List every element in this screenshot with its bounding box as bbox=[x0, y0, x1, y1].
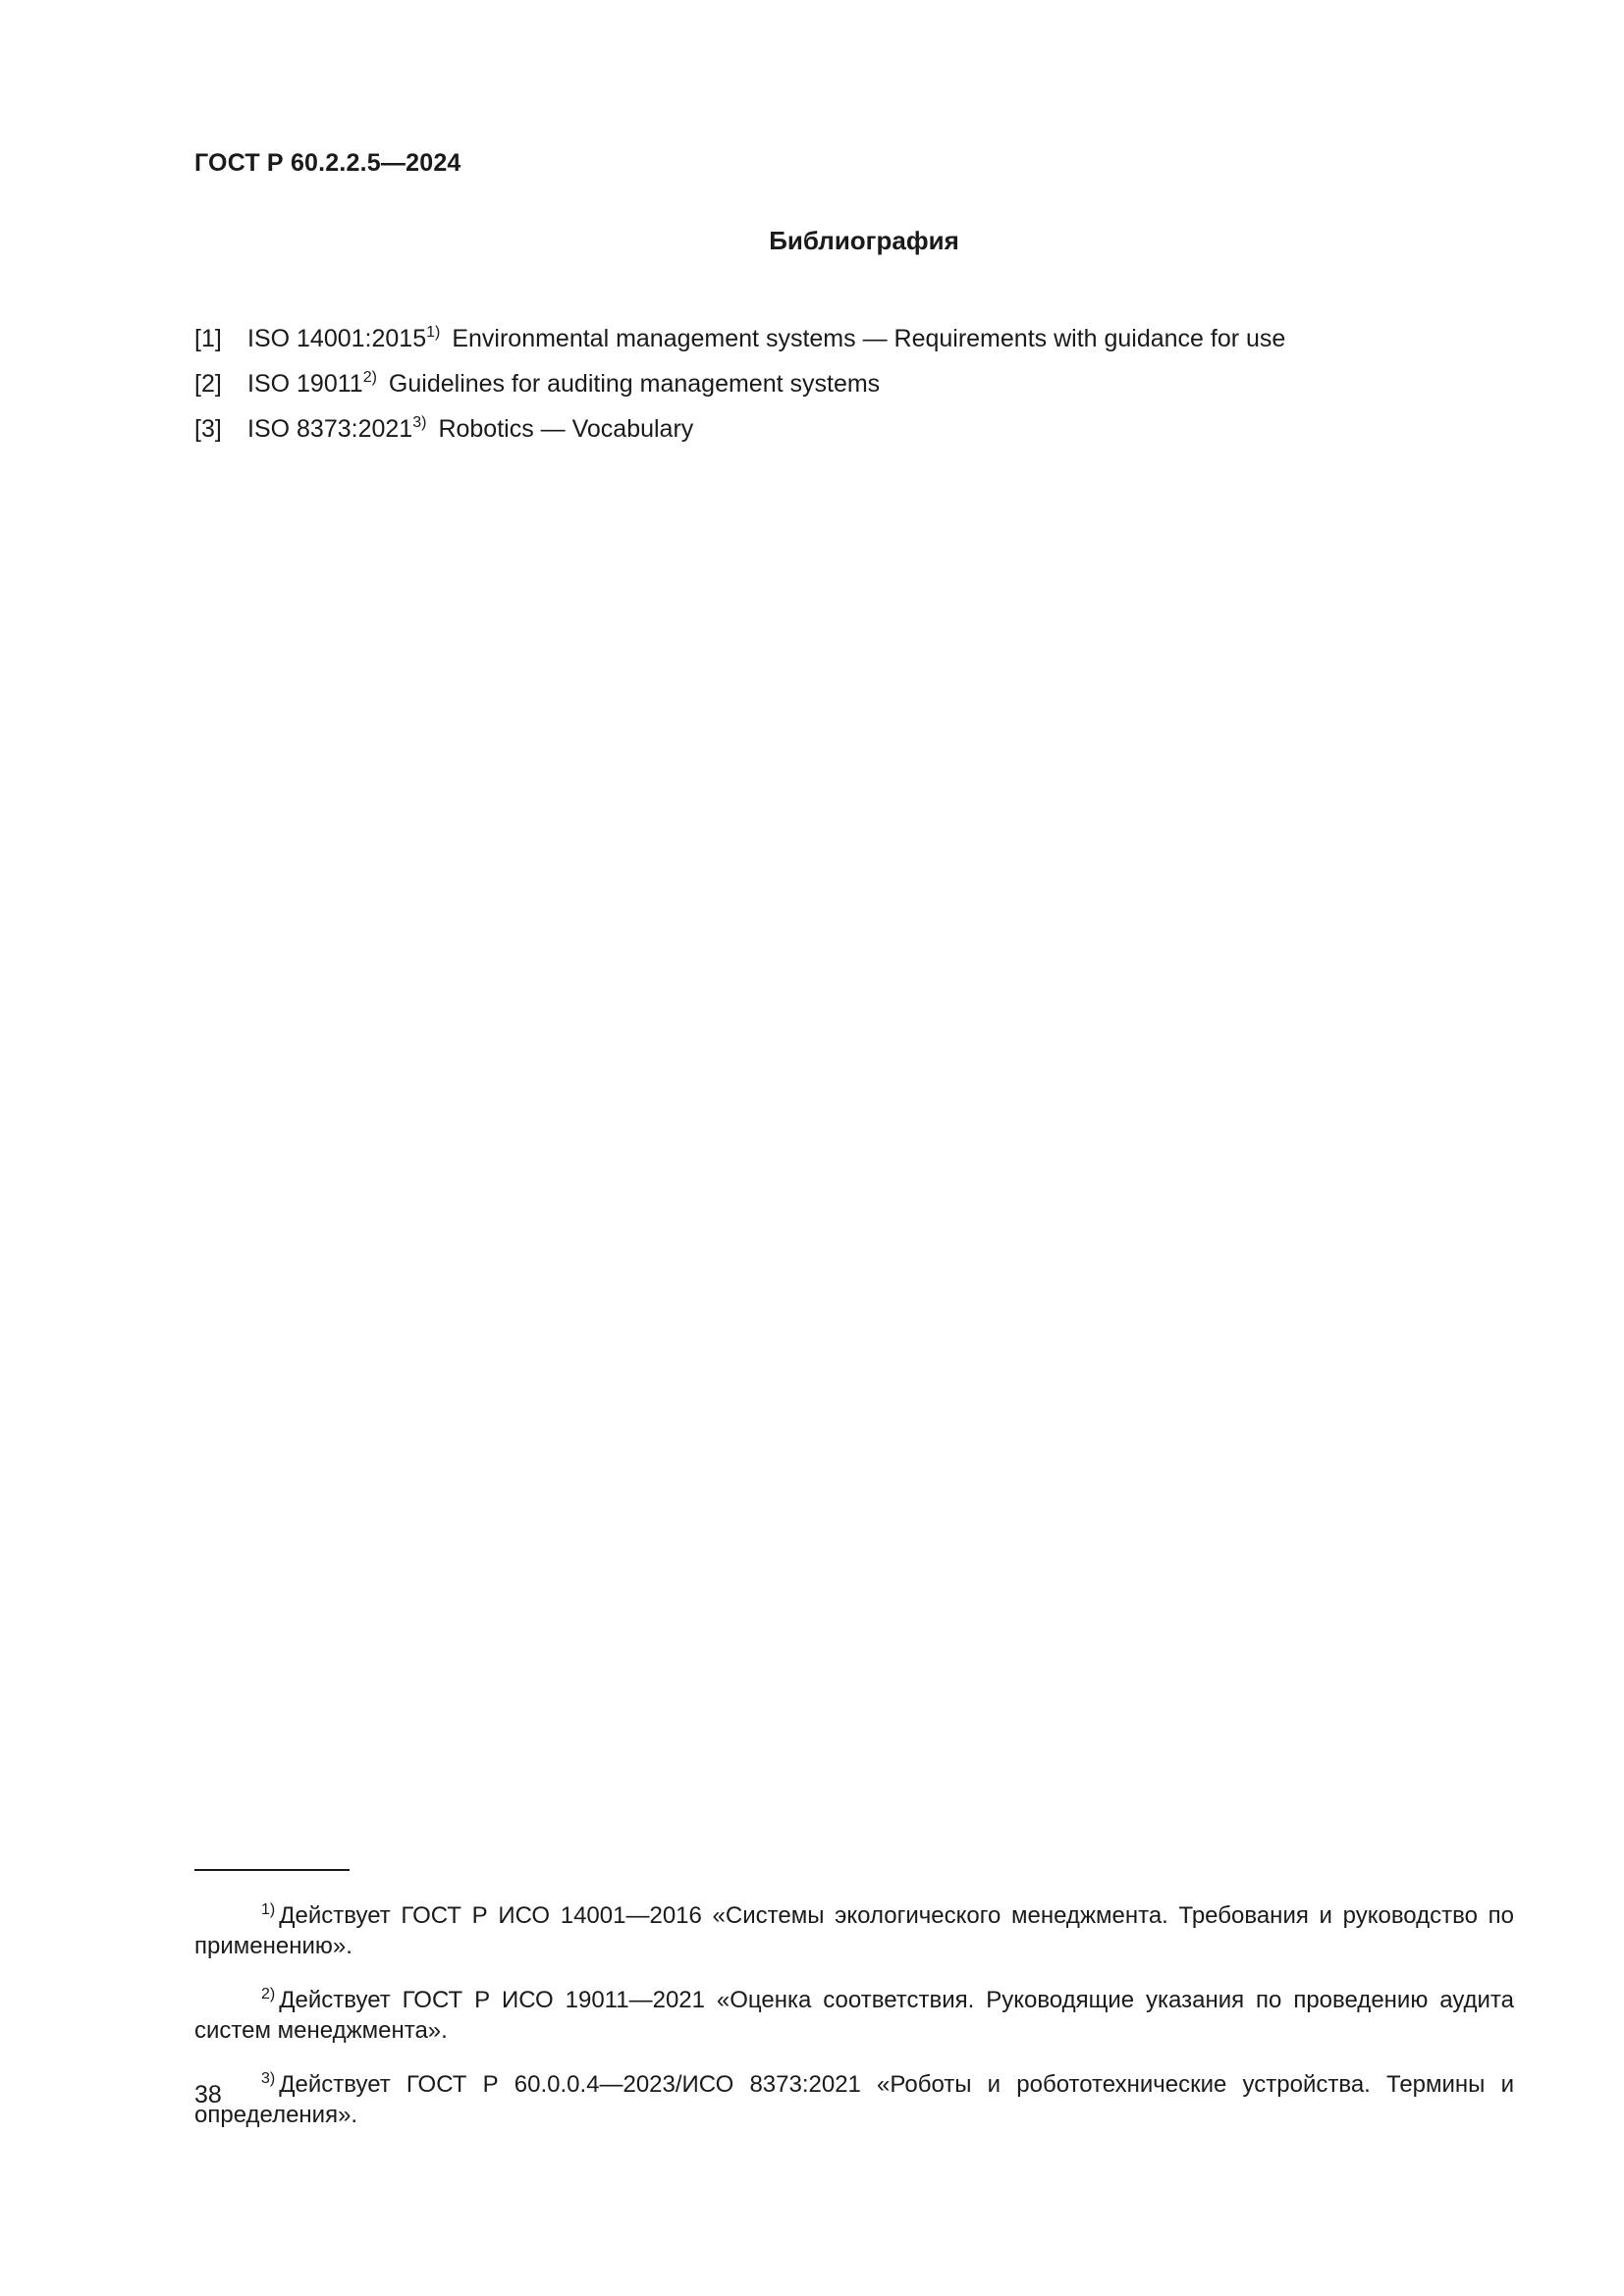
section-title-text: Библиография bbox=[769, 226, 959, 255]
footnote-marker: 2) bbox=[362, 369, 377, 386]
bibliography-number: [2] bbox=[194, 370, 222, 398]
footnote-marker: 1) bbox=[426, 324, 441, 341]
footnote-text: Действует ГОСТ Р 60.0.0.4—2023/ИСО 8373:2021 «Роботы и робототехнические устройства. Термины и определения». bbox=[194, 2071, 1514, 2128]
section-title bbox=[0, 226, 1624, 256]
footnote bbox=[194, 2069, 1514, 2130]
bibliography-number: [3] bbox=[194, 415, 222, 443]
footnote-mark: 2) bbox=[261, 1986, 276, 2002]
page-number: 38 bbox=[194, 2081, 222, 2109]
footnotes bbox=[194, 1877, 1514, 2136]
bibliography-list bbox=[194, 316, 1285, 452]
footnote-mark: 3) bbox=[261, 2070, 276, 2087]
document-code: ГОСТ Р 60.2.2.5—2024 bbox=[194, 149, 461, 177]
footnote-text: Действует ГОСТ Р ИСО 14001—2016 «Системы экологического менеджмента. Требования и руководство по применению». bbox=[194, 1902, 1514, 1959]
bibliography-reference: ISO 19011 bbox=[247, 370, 363, 398]
bibliography-reference: ISO 8373:2021 bbox=[247, 415, 413, 443]
footnote-mark: 1) bbox=[261, 1901, 276, 1918]
bibliography-title: Environmental management systems — Requirements with guidance for use bbox=[452, 325, 1286, 352]
footnote-text: Действует ГОСТ Р ИСО 19011—2021 «Оценка соответствия. Руководящие указания по проведению аудита систем менеджмента». bbox=[194, 1987, 1514, 2044]
footnote-divider bbox=[194, 1869, 350, 1871]
footnote bbox=[194, 1985, 1514, 2046]
bibliography-title: Robotics — Vocabulary bbox=[438, 415, 694, 443]
footnote bbox=[194, 1900, 1514, 1961]
bibliography-item bbox=[194, 406, 1285, 452]
bibliography-number: [1] bbox=[194, 325, 222, 352]
bibliography-item bbox=[194, 316, 1285, 361]
footnote-marker: 3) bbox=[412, 414, 427, 431]
bibliography-title: Guidelines for auditing management systems bbox=[388, 370, 881, 398]
bibliography-item bbox=[194, 361, 1285, 406]
bibliography-reference: ISO 14001:2015 bbox=[247, 325, 427, 352]
